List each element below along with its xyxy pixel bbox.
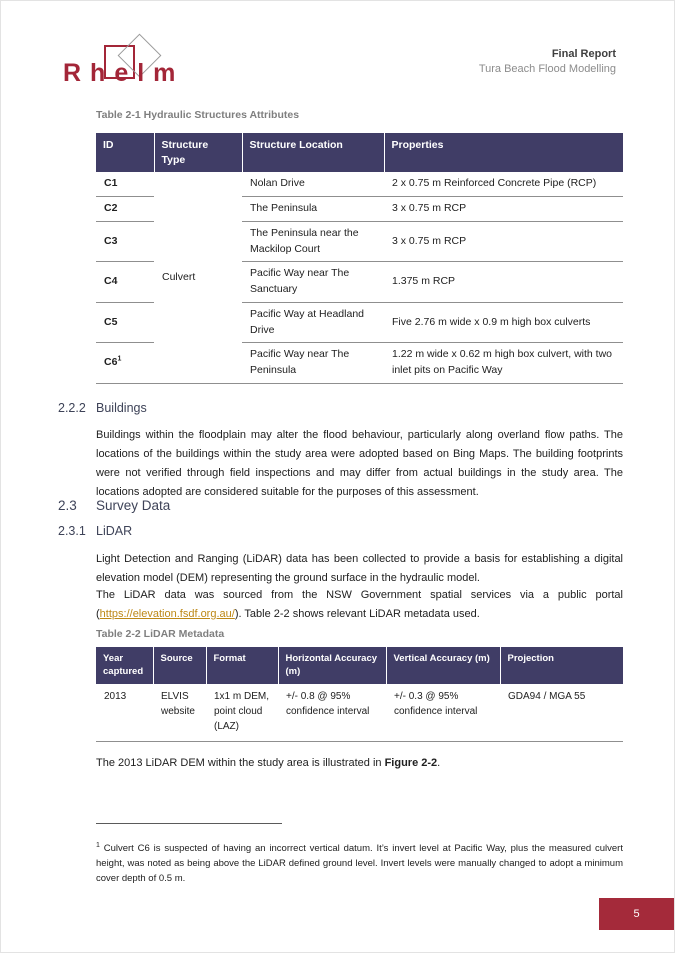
- table-header-row: [96, 133, 623, 172]
- table-cell: Culvert: [154, 172, 242, 383]
- column-header: Source: [153, 647, 206, 684]
- table-cell: 1x1 m DEM, point cloud (LAZ): [206, 684, 278, 742]
- column-header: Format: [206, 647, 278, 684]
- table-row: [96, 684, 623, 742]
- figure-2-2-reference: Figure 2-2: [384, 757, 438, 769]
- elevation-portal-link[interactable]: https://elevation.fsdf.org.au/: [99, 608, 235, 620]
- table-cell: C1: [96, 172, 154, 196]
- table-cell: $C6^1$: [96, 343, 154, 384]
- heading-survey-data: 2.3 Survey Data: [58, 498, 171, 513]
- report-header: [479, 47, 616, 77]
- buildings-paragraph: Buildings within the floodplain may alter the flood behaviour, particularly along overland flow paths. The locations of the buildings within the study area were adopted based on Bing Maps. The building footprints were not verified through field inspections and may differ from actual buildings in the study area. The locations adopted are considered suitable for the purposes of this assessment.: [96, 429, 623, 498]
- footnote-marker: 1: [96, 841, 100, 849]
- table-cell: The Peninsula: [242, 197, 384, 222]
- footnote: $^1$ Culvert C6 is suspected of having an incorrect vertical datum. It’s invert level at Pacific Way, plus the measured culvert height, was noted as being above the LiDAR defined ground level. Invert levels were manually changed to adopt a minimum cover depth of 0.5 m.: [96, 841, 623, 884]
- column-header: Projection: [500, 647, 623, 684]
- table-cell: The Peninsula near the Mackilop Court: [242, 221, 384, 262]
- report-title: Final Report: [551, 48, 616, 60]
- table-cell: GDA94 / MGA 55: [500, 684, 623, 742]
- table-row: [96, 172, 623, 196]
- column-header: Horizontal Accuracy (m): [278, 647, 386, 684]
- table-cell: +/- 0.3 @ 95% confidence interval: [386, 684, 500, 742]
- table-cell: 2 x 0.75 m Reinforced Concrete Pipe (RCP): [384, 172, 623, 196]
- report-subtitle: Tura Beach Flood Modelling: [478, 63, 616, 75]
- table-cell: Nolan Drive: [242, 172, 384, 196]
- page-number-badge: 5: [599, 898, 674, 930]
- logo-wordmark: Rhelm: [63, 59, 185, 87]
- table-cell: 3 x 0.75 m RCP: [384, 197, 623, 222]
- table-cell: C5: [96, 302, 154, 343]
- lidar-metadata-table: [96, 647, 623, 742]
- table-cell: C3: [96, 221, 154, 262]
- table-cell: 3 x 0.75 m RCP: [384, 221, 623, 262]
- table-cell: 1.22 m wide x 0.62 m high box culvert, with two inlet pits on Pacific Way: [384, 343, 623, 384]
- column-header: Year captured: [96, 647, 153, 684]
- hydraulic-structures-table: [96, 133, 623, 384]
- table-cell: +/- 0.8 @ 95% confidence interval: [278, 684, 386, 742]
- table-cell: 1.375 m RCP: [384, 262, 623, 303]
- heading-buildings: 2.2.2 Buildings: [58, 401, 147, 415]
- column-header: ID: [96, 133, 154, 172]
- column-header: Structure Location: [242, 133, 384, 172]
- footnote-divider: [96, 823, 282, 824]
- table-cell: ELVIS website: [153, 684, 206, 742]
- column-header: Structure Type: [154, 133, 242, 172]
- table-cell: C2: [96, 197, 154, 222]
- table-cell: 2013: [96, 684, 153, 742]
- lidar-paragraph-2: The LiDAR data was sourced from the NSW Government spatial services via a public portal (https://elevation.fsdf.org.au/). Table 2-2 shows relevant LiDAR metadata used.: [96, 589, 623, 620]
- table-cell: Pacific Way near The Sanctuary: [242, 262, 384, 303]
- table-cell: Pacific Way near The Peninsula: [242, 343, 384, 384]
- table-2-2-caption: Table 2-2 LiDAR Metadata: [96, 628, 225, 640]
- table-cell: Five 2.76 m wide x 0.9 m high box culverts: [384, 302, 623, 343]
- rhelm-logo: [63, 35, 193, 93]
- column-header: Properties: [384, 133, 623, 172]
- table-cell: C4: [96, 262, 154, 303]
- heading-lidar: 2.3.1 LiDAR: [58, 524, 133, 538]
- table-2-1-caption: Table 2-1 Hydraulic Structures Attributes: [96, 109, 300, 121]
- table-header-row: [96, 647, 623, 684]
- column-header: Vertical Accuracy (m): [386, 647, 500, 684]
- table-cell: Pacific Way at Headland Drive: [242, 302, 384, 343]
- lidar-paragraph-1: Light Detection and Ranging (LiDAR) data has been collected to provide a basis for establishing a digital elevation model (DEM) representing the ground surface in the hydraulic model.: [96, 553, 623, 584]
- figure-reference-paragraph: The 2013 LiDAR DEM within the study area is illustrated in Figure 2-2.: [96, 757, 441, 769]
